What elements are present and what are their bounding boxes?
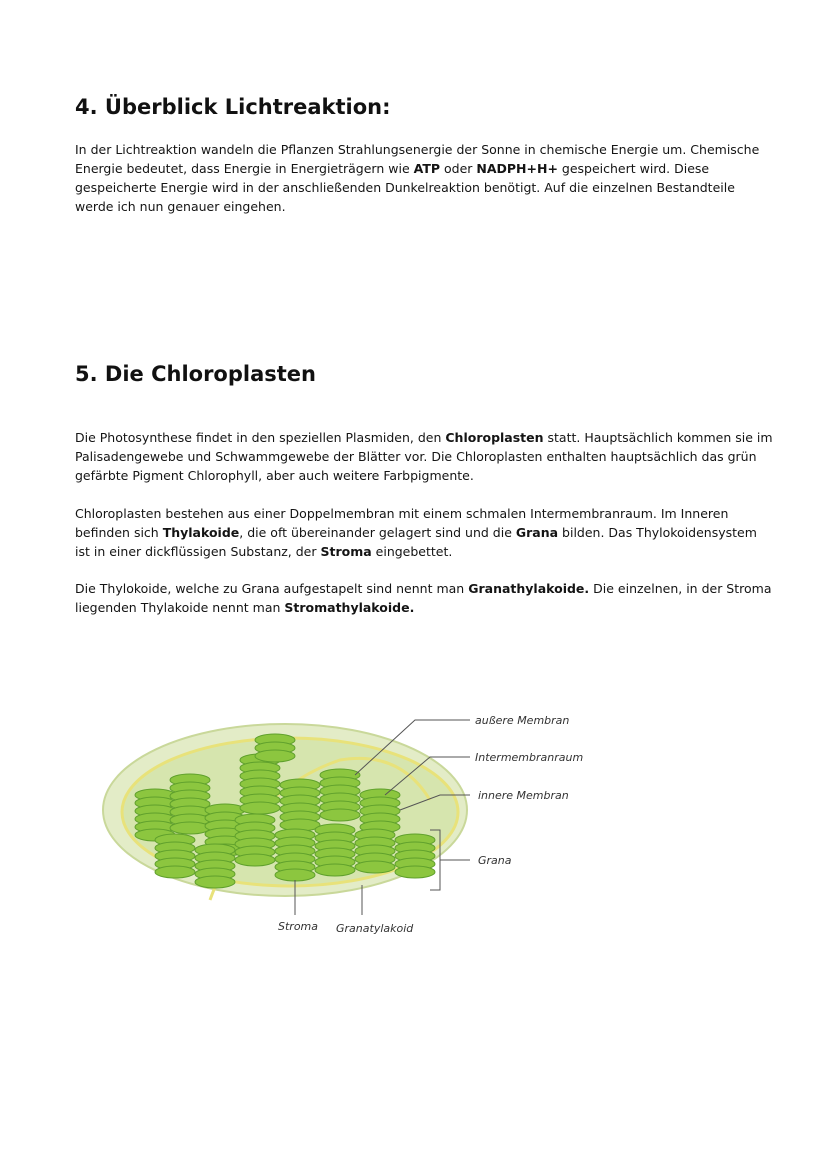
label-granathylakoid: Granatylakoid <box>336 922 414 935</box>
thylakoid-disc <box>315 864 355 876</box>
label-intermembrane: Intermembranraum <box>475 751 584 764</box>
bold-term-nadph: NADPH+H+ <box>476 161 558 176</box>
section-heading-lichtreaktion: 4. Überblick Lichtreaktion: <box>75 95 391 119</box>
grana-stack <box>170 774 210 834</box>
bold-term-chloroplasten: Chloroplasten <box>445 430 544 445</box>
text-run: Die Photosynthese findet in den speziellen Plasmiden, den <box>75 430 446 445</box>
text-run: bilden. Das Thylokoidensystem ist in einer dickflüssigen Substanz, der <box>75 525 757 559</box>
grana-stack <box>255 734 295 762</box>
text-run: oder <box>440 161 477 176</box>
thylakoid-disc <box>155 866 195 878</box>
grana-stack <box>355 829 395 873</box>
section-heading-chloroplasten: 5. Die Chloroplasten <box>75 362 316 386</box>
grana-stack <box>395 834 435 878</box>
text-run: eingebettet. <box>371 544 453 559</box>
text-run: , die oft übereinander gelagert sind und die <box>239 525 516 540</box>
bold-term-thylakoide: Thylakoide <box>162 525 240 540</box>
bold-term-atp: ATP <box>413 161 441 176</box>
thylakoid-disc <box>195 876 235 888</box>
bold-term-stromathylakoide: Stromathylakoide. <box>284 600 415 615</box>
thylakoid-disc <box>320 809 360 821</box>
text-run: gespeichert wird. Diese gespeicherte Energie wird in der anschließenden Dunkelreaktion benötigt. Auf die einzelnen Bestandteile werde ich nun genauer eingehen. <box>75 161 735 214</box>
thylakoid-disc <box>395 866 435 878</box>
thylakoid-disc <box>275 869 315 881</box>
grana-stack <box>195 844 235 888</box>
bold-term-granathylakoide: Granathylakoide. <box>468 581 590 596</box>
text-run: Chloroplasten bestehen aus einer Doppelmembran mit einem schmalen Intermembranraum. Im Inneren befinden sich <box>75 506 729 540</box>
thylakoid-disc <box>255 750 295 762</box>
thylakoid-disc <box>170 822 210 834</box>
paragraph-thylakoide <box>75 579 775 617</box>
grana-stack <box>155 834 195 878</box>
text-run: In der Lichtreaktion wandeln die Pflanzen Strahlungsenergie der Sonne in chemische Energie um. Chemische Energie bedeutet, dass Energie in Energieträgern wie <box>75 142 760 176</box>
grana-stack <box>320 769 360 821</box>
grana-stack <box>240 754 280 814</box>
label-grana: Grana <box>478 854 512 867</box>
paragraph-doppelmembran <box>75 504 775 561</box>
thylakoid-disc <box>240 802 280 814</box>
thylakoid-disc <box>355 861 395 873</box>
paragraph-lichtreaktion <box>75 140 775 216</box>
text-run: Die Thylokoide, welche zu Grana aufgestapelt sind nennt man <box>75 581 469 596</box>
bold-term-stroma: Stroma <box>320 544 372 559</box>
text-run: Die einzelnen, in der Stroma liegenden Thylakoide nennt man <box>75 581 772 615</box>
label-inner-membrane: innere Membran <box>478 789 569 802</box>
grana-stack <box>315 824 355 876</box>
label-stroma: Stroma <box>278 920 319 933</box>
chloroplast-diagram <box>100 700 600 950</box>
grana-stack <box>280 779 320 831</box>
grana-stack <box>360 789 400 833</box>
grana-stack <box>235 814 275 866</box>
paragraph-photosynthese <box>75 428 775 485</box>
thylakoid-disc <box>235 854 275 866</box>
bold-term-grana: Grana <box>515 525 559 540</box>
grana-stack <box>135 789 175 841</box>
label-outer-membrane: außere Membran <box>475 714 570 727</box>
grana-stack <box>275 829 315 881</box>
text-run: statt. Hauptsächlich kommen sie im Palisadengewebe und Schwammgewebe der Blätter vor. Die Chloroplasten enthalten hauptsächlich das grün gefärbte Pigment Chlorophyll, aber auch weitere Farbpigmente. <box>75 430 773 483</box>
